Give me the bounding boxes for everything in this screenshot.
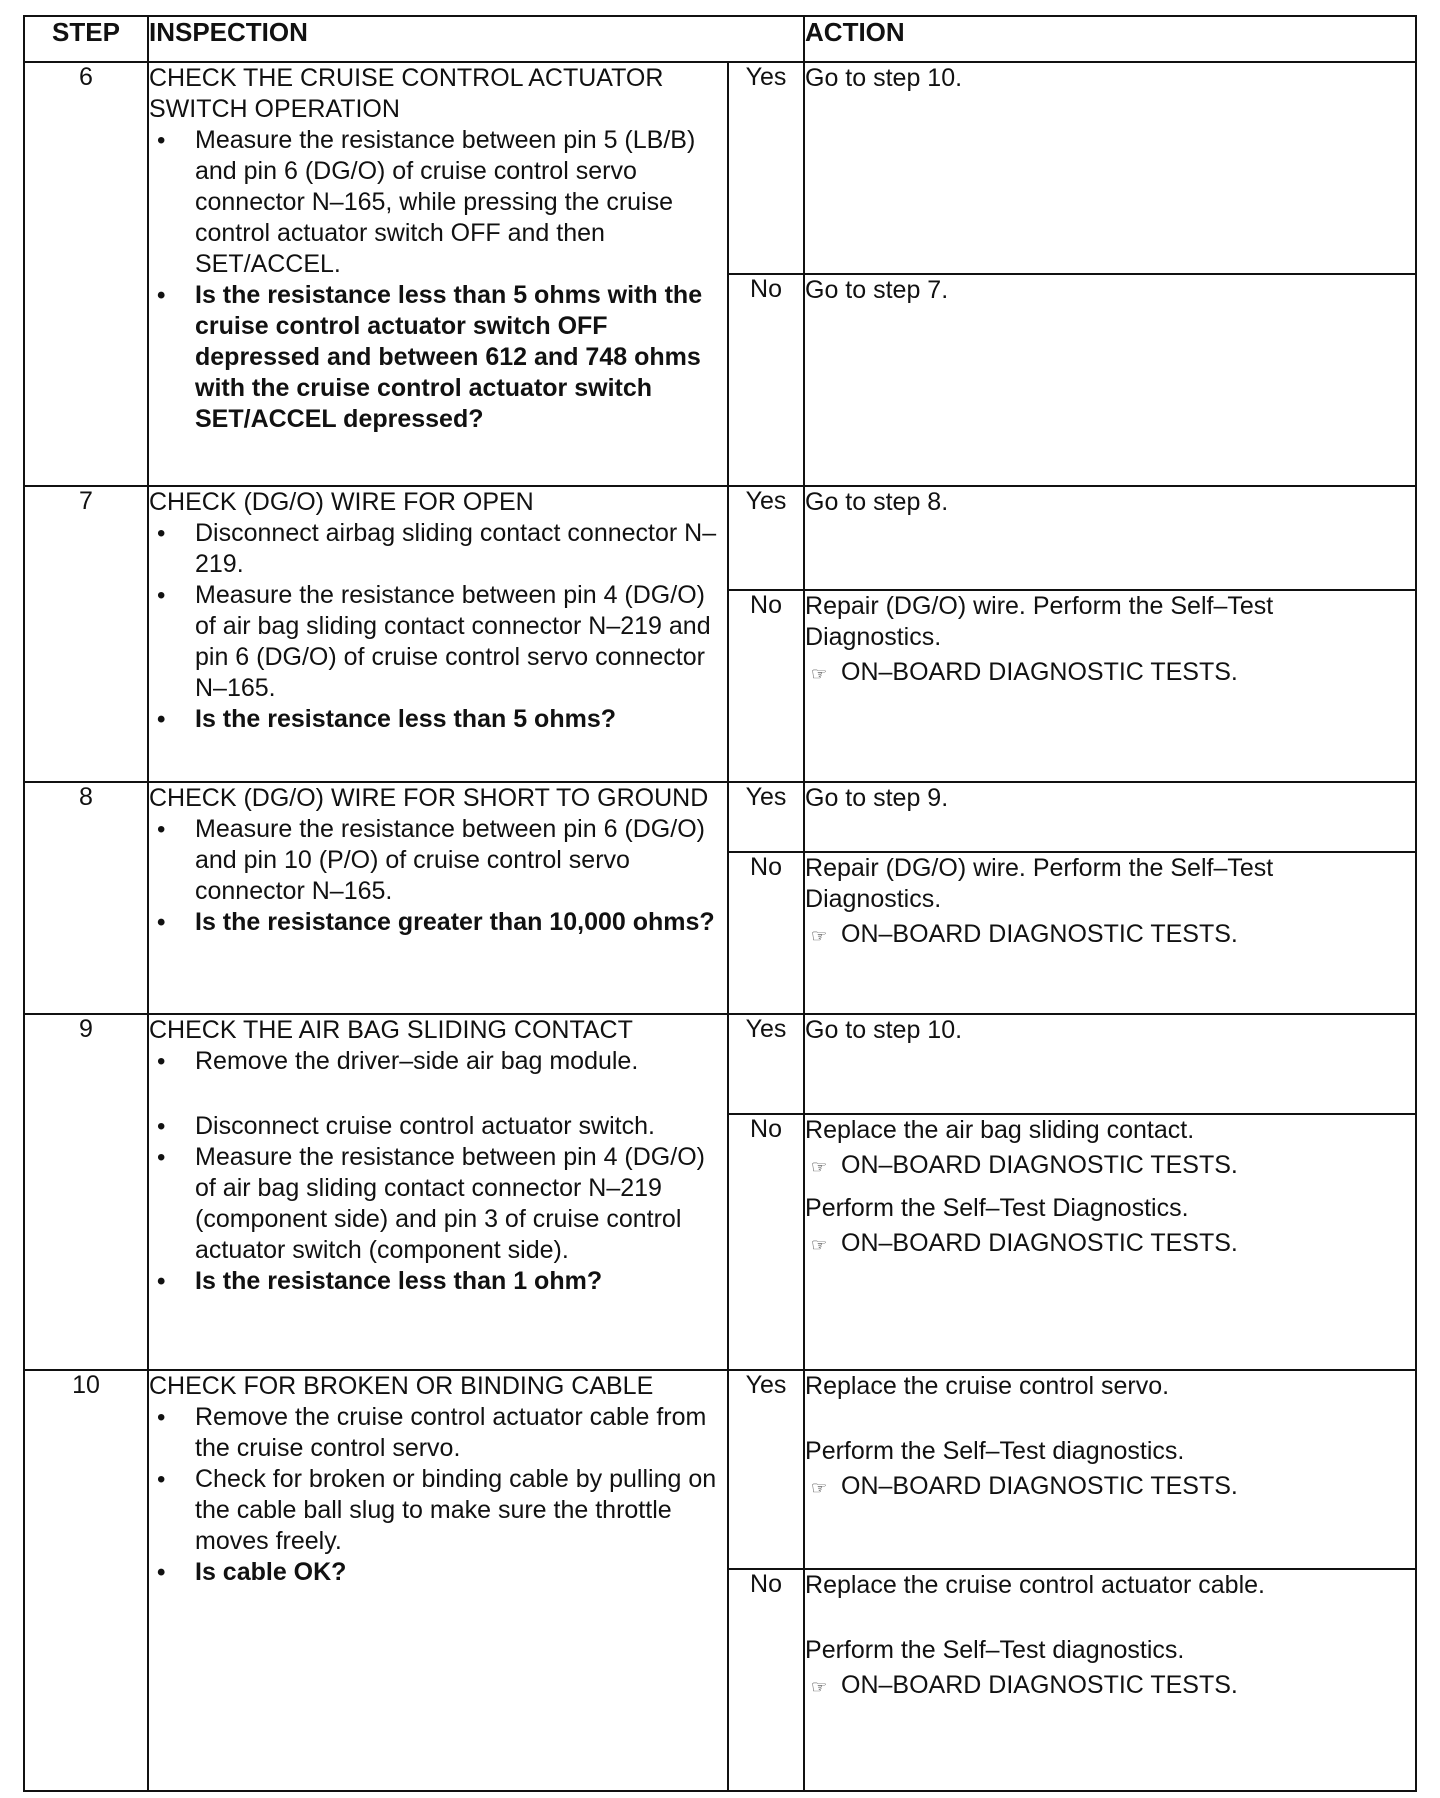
action-text: Repair (DG/O) wire. Perform the Self–Test Diagnostics. [805,592,1274,651]
inspection-cell [148,62,728,486]
action-text: Go to step 9. [805,784,949,812]
check-title: CHECK (DG/O) WIRE FOR SHORT TO GROUND [149,784,709,812]
inspection-cell [148,486,728,782]
reference-text: ON–BOARD DIAGNOSTIC TESTS. [841,1472,1238,1500]
action-text: Go to step 8. [805,488,949,516]
action-cell [804,852,1416,1014]
yes-label: Yes [728,62,804,274]
reference-link[interactable] [805,1471,1415,1504]
action-cell [804,486,1416,590]
instruction-bullet: • Remove the cruise control actuator cable from the cruise control servo. [149,1402,727,1464]
action-cell [804,1569,1416,1791]
instruction-bullet: • Measure the resistance between pin 5 (LB/B) and pin 6 (DG/O) of cruise control servo connector N–165, while pressing the cruise control actuator switch OFF and then SET/ACCEL. [149,125,727,280]
reference-text: ON–BOARD DIAGNOSTIC TESTS. [841,1229,1238,1257]
diagnostic-table [23,15,1417,1792]
question-bullet: • Is the resistance less than 5 ohms with the cruise control actuator switch OFF depressed and between 612 and 748 ohms with the cruise control actuator switch SET/ACCEL depressed? [149,280,727,435]
action-cell [804,782,1416,852]
question-bullet: • Is the resistance less than 5 ohms? [149,704,727,735]
no-label: No [728,274,804,486]
inspection-cell [148,1370,728,1791]
action-cell [804,590,1416,782]
inspection-cell [148,782,728,1014]
reference-text: ON–BOARD DIAGNOSTIC TESTS. [841,920,1238,948]
step-number: 9 [24,1014,148,1370]
yes-label: Yes [728,1014,804,1114]
action-text-secondary: Perform the Self–Test diagnostics. [805,1437,1185,1465]
step-number: 6 [24,62,148,486]
pointing-hand-icon: ☞ [810,926,828,946]
check-title: CHECK FOR BROKEN OR BINDING CABLE [149,1372,654,1400]
pointing-hand-icon: ☞ [810,664,828,684]
question-bullet: • Is cable OK? [149,1557,727,1588]
yes-label: Yes [728,782,804,852]
no-label: No [728,1114,804,1370]
header-step: STEP [24,16,148,62]
pointing-hand-icon: ☞ [810,1677,828,1697]
step-number: 7 [24,486,148,782]
check-title: CHECK THE CRUISE CONTROL ACTUATOR SWITCH OPERATION [149,64,664,123]
reference-text: ON–BOARD DIAGNOSTIC TESTS. [841,1151,1238,1179]
instruction-bullet: • Disconnect cruise control actuator switch. [149,1111,727,1142]
instruction-bullet: • Check for broken or binding cable by pulling on the cable ball slug to make sure the throttle moves freely. [149,1464,727,1557]
action-cell [804,274,1416,486]
instruction-bullet: • Measure the resistance between pin 4 (DG/O) of air bag sliding contact connector N–219 (component side) and pin 3 of cruise control actuator switch (component side). [149,1142,727,1266]
pointing-hand-icon: ☞ [810,1478,828,1498]
action-text: Replace the cruise control servo. [805,1372,1170,1400]
action-cell [804,1370,1416,1569]
header-inspection: INSPECTION [148,16,804,62]
question-bullet: • Is the resistance less than 1 ohm? [149,1266,727,1297]
question-bullet: • Is the resistance greater than 10,000 ohms? [149,907,727,938]
action-cell [804,62,1416,274]
table-row [24,486,1416,590]
check-title: CHECK THE AIR BAG SLIDING CONTACT [149,1016,633,1044]
reference-link[interactable] [805,1670,1415,1703]
reference-link[interactable] [805,657,1415,690]
reference-link[interactable] [805,1228,1415,1261]
action-cell [804,1114,1416,1370]
reference-text: ON–BOARD DIAGNOSTIC TESTS. [841,1671,1238,1699]
instruction-bullet: • Remove the driver–side air bag module. [149,1046,727,1077]
pointing-hand-icon: ☞ [810,1235,828,1255]
step-number: 10 [24,1370,148,1791]
table-row [24,782,1416,852]
instruction-bullet: • Disconnect airbag sliding contact connector N–219. [149,518,727,580]
table-row [24,1014,1416,1114]
no-label: No [728,1569,804,1791]
pointing-hand-icon: ☞ [810,1157,828,1177]
yes-label: Yes [728,1370,804,1569]
diagnostic-page [23,15,1415,1790]
check-title: CHECK (DG/O) WIRE FOR OPEN [149,488,534,516]
header-action: ACTION [804,16,1416,62]
no-label: No [728,590,804,782]
reference-link[interactable] [805,1150,1415,1183]
table-header-row [24,16,1416,62]
action-text: Go to step 10. [805,1016,963,1044]
inspection-cell [148,1014,728,1370]
reference-text: ON–BOARD DIAGNOSTIC TESTS. [841,658,1238,686]
table-row [24,1370,1416,1569]
table-row [24,62,1416,274]
action-cell [804,1014,1416,1114]
action-text: Repair (DG/O) wire. Perform the Self–Test Diagnostics. [805,854,1274,913]
instruction-bullet: • Measure the resistance between pin 4 (DG/O) of air bag sliding contact connector N–219 and pin 6 (DG/O) of cruise control servo connector N–165. [149,580,727,704]
step-number: 8 [24,782,148,1014]
action-text-secondary: Perform the Self–Test Diagnostics. [805,1194,1189,1222]
no-label: No [728,852,804,1014]
reference-link[interactable] [805,919,1415,952]
action-text: Replace the cruise control actuator cable. [805,1571,1265,1599]
yes-label: Yes [728,486,804,590]
action-text: Replace the air bag sliding contact. [805,1116,1195,1144]
action-text: Go to step 7. [805,276,949,304]
action-text: Go to step 10. [805,64,963,92]
instruction-bullet: • Measure the resistance between pin 6 (DG/O) and pin 10 (P/O) of cruise control servo connector N–165. [149,814,727,907]
action-text-secondary: Perform the Self–Test diagnostics. [805,1636,1185,1664]
